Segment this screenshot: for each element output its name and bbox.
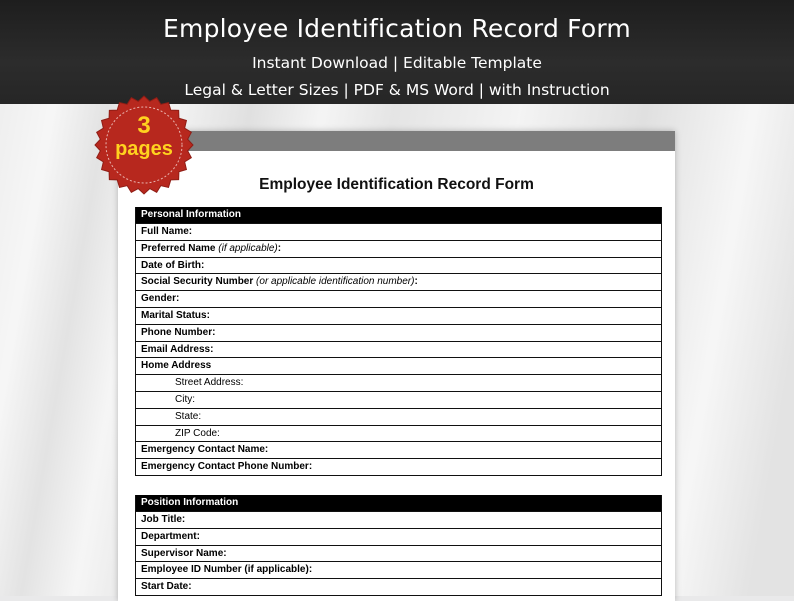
table-row: Phone Number: xyxy=(136,324,661,341)
table-row: Employee ID Number (if applicable): xyxy=(136,561,661,578)
table-row: Preferred Name (if applicable): xyxy=(136,240,661,257)
document-title: Employee Identification Record Form xyxy=(259,176,534,193)
table-row: Emergency Contact Phone Number: xyxy=(136,458,661,475)
table-row: Job Title: xyxy=(136,511,661,528)
position-information-table xyxy=(135,495,662,596)
table-row: Emergency Contact Name: xyxy=(136,441,661,458)
table-row: Supervisor Name: xyxy=(136,545,661,562)
table-row: Department: xyxy=(136,528,661,545)
badge-page-count: 3 xyxy=(137,112,151,139)
section-heading: Position Information xyxy=(136,495,661,511)
table-row: Home Address xyxy=(136,357,661,374)
table-row: State: xyxy=(136,408,661,425)
section-heading: Personal Information xyxy=(136,207,661,223)
header-subtitle-1: Instant Download | Editable Template xyxy=(252,54,542,72)
table-row: Start Date: xyxy=(136,578,661,595)
table-row: Social Security Number (or applicable identification number): xyxy=(136,273,661,290)
badge-pages-label: pages xyxy=(115,138,173,160)
table-row: City: xyxy=(136,391,661,408)
promo-header xyxy=(0,0,794,104)
personal-information-table xyxy=(135,207,662,476)
table-row: Gender: xyxy=(136,290,661,307)
table-row: Date of Birth: xyxy=(136,257,661,274)
header-title: Employee Identification Record Form xyxy=(163,14,631,43)
header-subtitle-2: Legal & Letter Sizes | PDF & MS Word | with Instruction xyxy=(184,81,610,99)
table-row: Street Address: xyxy=(136,374,661,391)
table-row: Marital Status: xyxy=(136,307,661,324)
table-row: Email Address: xyxy=(136,341,661,358)
table-row: Full Name: xyxy=(136,223,661,240)
table-row: ZIP Code: xyxy=(136,425,661,442)
page-top-band xyxy=(118,131,675,151)
form-preview-page xyxy=(118,131,675,601)
